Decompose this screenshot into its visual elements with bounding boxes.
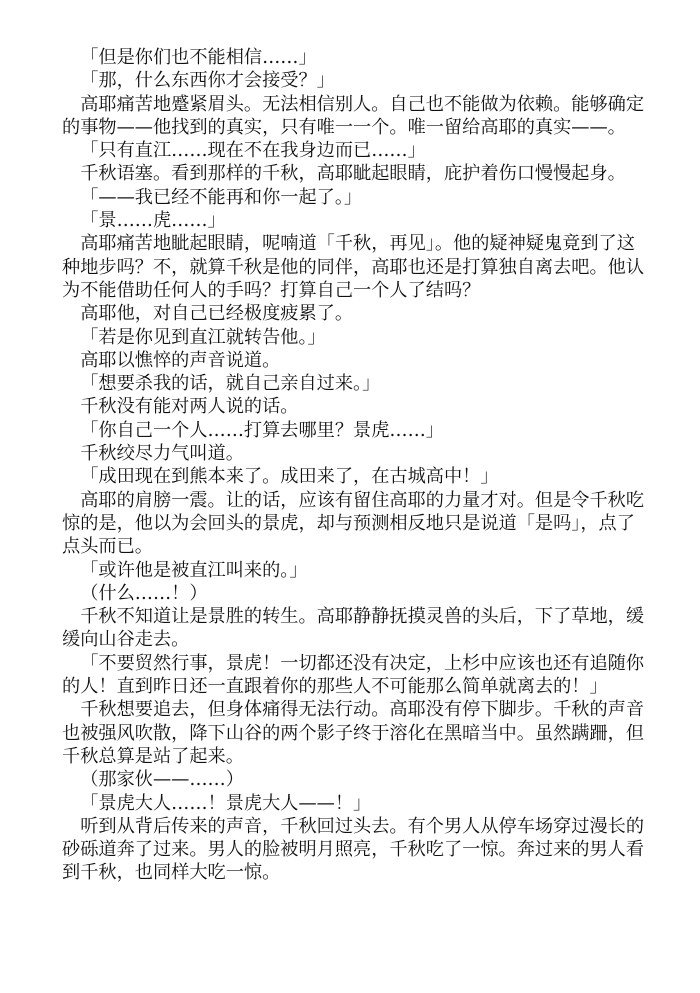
paragraph: 「不要贸然行事，景虎！一切都还没有决定，上杉中应该也还有追随你的人！直到昨日还一直跟着你的那些人不可能那么简单就离去的！」 bbox=[62, 652, 645, 698]
paragraph: 千秋语塞。看到那样的千秋，高耶眦起眼睛，庇护着伤口慢慢起身。 bbox=[80, 163, 626, 185]
paragraph: 「那，什么东西你才会接受？」 bbox=[80, 70, 335, 92]
paragraph: 「景虎大人……！景虎大人——！」 bbox=[80, 792, 372, 814]
paragraph: 「想要杀我的话，就自己亲自过来。」 bbox=[80, 373, 381, 395]
paragraph: 「——我已经不能再和你一起了。」 bbox=[80, 186, 363, 208]
paragraph: 「你自己一个人……打算去哪里？景虎……」 bbox=[80, 419, 444, 441]
paragraph: 「或许他是被直江叫来的。」 bbox=[80, 559, 308, 581]
paragraph: 高耶痛苦地蹙紧眉头。无法相信别人。自己也不能做为依赖。能够确定的事物——他找到的真实，只有唯一一个。唯一留给高耶的真实——。 bbox=[62, 93, 645, 138]
paragraph: 「景……虎……」 bbox=[80, 210, 226, 232]
paragraph: 「但是你们也不能相信……」 bbox=[80, 47, 317, 68]
paragraph: 千秋不知道让是景胜的转生。高耶静静抚摸灵兽的头后，下了草地，缓缓向山谷走去。 bbox=[62, 606, 645, 651]
paragraph: 「成田现在到熊本来了。成田来了，在古城高中！」 bbox=[80, 466, 499, 488]
paragraph: 千秋绞尽力气叫道。 bbox=[80, 443, 244, 465]
paragraph: 「只有直江……现在不在我身边而已……」 bbox=[80, 140, 426, 162]
paragraph: 高耶他，对自己已经极度疲累了。 bbox=[80, 303, 354, 325]
body-text bbox=[62, 46, 647, 885]
paragraph: 千秋没有能对两人说的话。 bbox=[80, 396, 299, 418]
paragraph: 「若是你见到直江就转告他。」 bbox=[80, 326, 326, 348]
paragraph: （什么……！） bbox=[80, 582, 208, 604]
paragraph: 高耶以憔悴的声音说道。 bbox=[80, 349, 281, 371]
paragraph: （那家伙——……） bbox=[80, 769, 244, 791]
paragraph: 千秋想要追去，但身体痛得无法行动。高耶没有停下脚步。千秋的声音也被强风吹散，降下山谷的两个影子终于溶化在黑暗当中。虽然蹒跚，但千秋总算是站了起来。 bbox=[62, 699, 645, 767]
paragraph: 听到从背后传来的声音，千秋回过头去。有个男人从停车场穿过漫长的砂砾道奔了过来。男人的脸被明月照亮，千秋吃了一惊。奔过来的男人看到千秋，也同样大吃一惊。 bbox=[62, 815, 645, 884]
paragraph: 高耶痛苦地眦起眼睛，呢喃道「千秋，再见」。他的疑神疑鬼竟到了这种地步吗？不，就算千秋是他的同伴，高耶也还是打算独自离去吧。他认为不能借助任何人的手吗？打算自己一个人了结吗？ bbox=[62, 233, 645, 301]
paragraph: 高耶的肩膀一震。让的话，应该有留住高耶的力量才对。但是令千秋吃惊的是，他以为会回头的景虎，却与预测相反地只是说道「是吗」，点了点头而已。 bbox=[62, 489, 645, 558]
